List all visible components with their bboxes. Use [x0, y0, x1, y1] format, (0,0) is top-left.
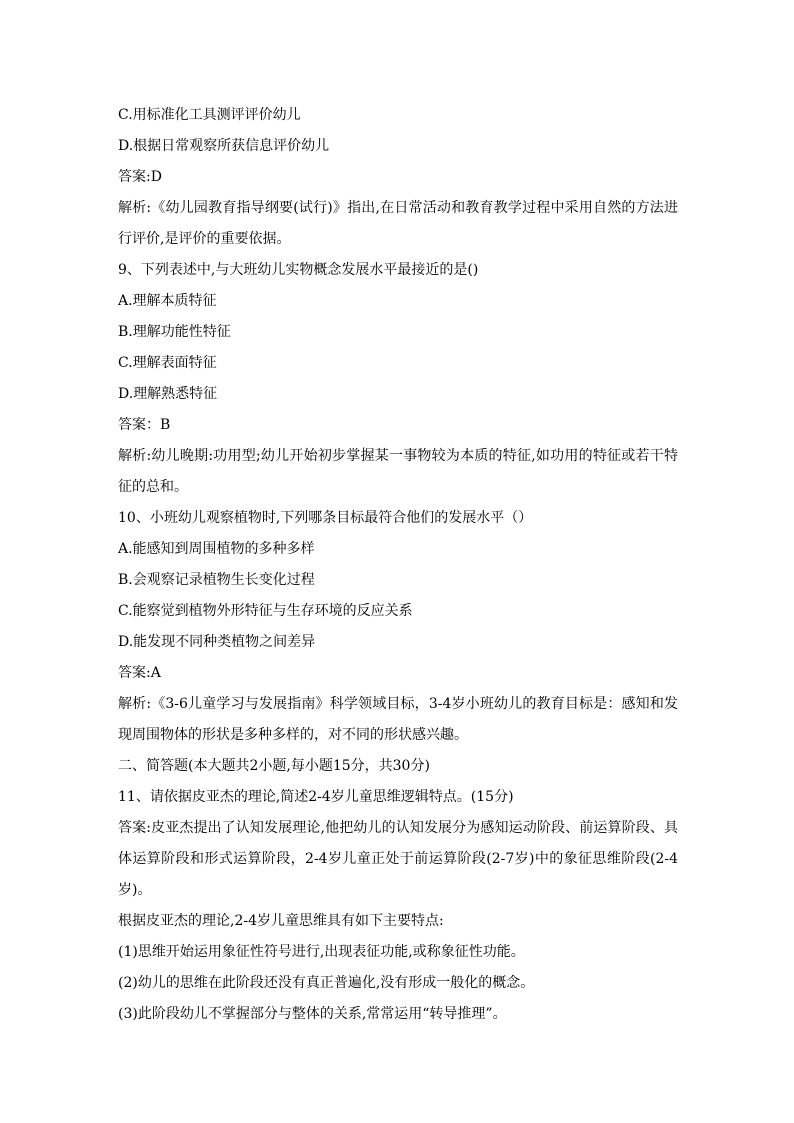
q8-option-c: C.用标准化工具测评评价幼儿 — [118, 107, 301, 123]
q10-option-d: D.能发现不同种类植物之间差异 — [118, 634, 316, 650]
q9-answer: 答案：B — [118, 417, 171, 433]
q9-option-c: C.理解表面特征 — [118, 355, 217, 371]
q10-option-a: A.能感知到周围植物的多种多样 — [118, 541, 315, 557]
q11-intro: 根据皮亚杰的理论,2-4岁儿童思维具有如下主要特点: — [118, 913, 444, 929]
q8-analysis: 解析:《幼儿园教育指导纲要(试行)》指出,在日常活动和教育教学过程中采用自然的方法进行评价,是评价的重要依据。 — [118, 200, 678, 247]
q10-option-b: B.会观察记录植物生长变化过程 — [118, 572, 315, 588]
q11-point-3: (3)此阶段幼儿不掌握部分与整体的关系,常常运用“转导推理”。 — [118, 1006, 507, 1022]
q9-option-b: B.理解功能性特征 — [118, 324, 231, 340]
q10-question: 10、小班幼儿观察植物时,下列哪条目标最符合他们的发展水平（） — [118, 510, 533, 526]
q10-analysis: 解析:《3-6儿童学习与发展指南》科学领域目标，3-4岁小班幼儿的教育目标是：感知和发现周围物体的形状是多种多样的，对不同的形状感兴趣。 — [118, 696, 678, 743]
q8-answer: 答案:D — [118, 169, 162, 185]
q9-analysis: 解析:幼儿晚期:功用型;幼儿开始初步掌握某一事物较为本质的特征,如功用的特征或若干特征的总和。 — [118, 448, 678, 495]
document-content — [118, 100, 678, 1030]
q11-question: 11、请依据皮亚杰的理论,简述2-4岁儿童思维逻辑特点。(15分) — [118, 789, 514, 805]
q9-option-d: D.理解熟悉特征 — [118, 386, 218, 402]
q10-option-c: C.能察觉到植物外形特征与生存环境的反应关系 — [118, 603, 413, 619]
section-heading: 二、简答题(本大题共2小题,每小题15分，共30分) — [118, 758, 430, 774]
q9-option-a: A.理解本质特征 — [118, 293, 217, 309]
q8-option-d: D.根据日常观察所获信息评价幼儿 — [118, 138, 330, 154]
q11-point-1: (1)思维开始运用象征性符号进行,出现表征功能,或称象征性功能。 — [118, 944, 525, 960]
q9-question: 9、下列表述中,与大班幼儿实物概念发展水平最接近的是() — [118, 262, 479, 278]
q10-answer: 答案:A — [118, 665, 161, 681]
q11-point-2: (2)幼儿的思维在此阶段还没有真正普遍化,没有形成一般化的概念。 — [118, 975, 535, 991]
q11-answer: 答案:皮亚杰提出了认知发展理论,他把幼儿的认知发展分为感知运动阶段、前运算阶段、具体运算阶段和形式运算阶段，2-4岁儿童正处于前运算阶段(2-7岁)中的象征思维阶段(2-4岁)。 — [118, 820, 678, 898]
